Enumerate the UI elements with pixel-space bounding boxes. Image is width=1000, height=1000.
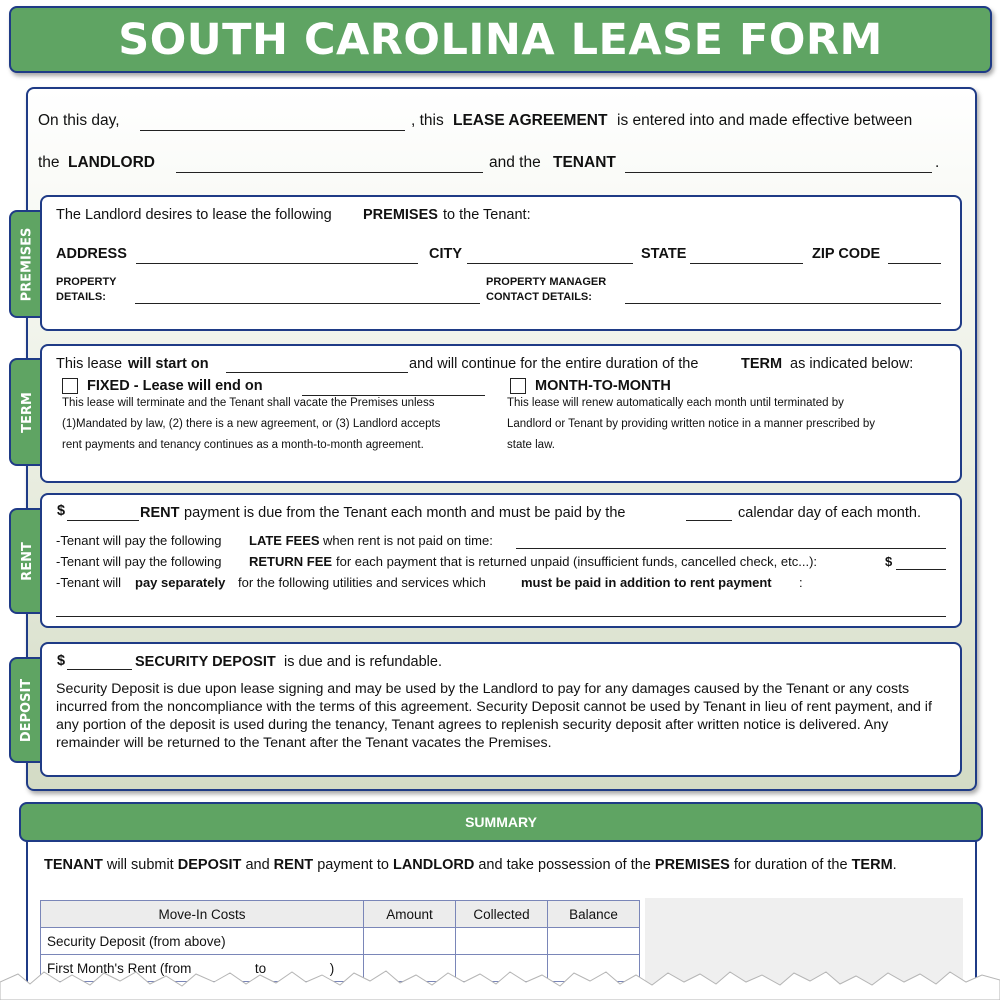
cell-collected[interactable] [456, 928, 548, 955]
fixed-desc-2: (1)Mandated by law, (2) there is a new agreement, or (3) Landlord accepts [62, 418, 441, 430]
title-banner [9, 6, 992, 73]
rent-payment-due: payment is due from the Tenant each month and must be paid by the [184, 505, 626, 521]
utilities-pre: -Tenant will [56, 575, 122, 590]
zip-label: ZIP CODE [812, 246, 881, 262]
intro-landlord: LANDLORD [68, 154, 155, 171]
col-amount: Amount [364, 901, 456, 928]
manager-label-line2: CONTACT DETAILS: [486, 291, 592, 303]
tab-premises [9, 210, 43, 318]
summary-rent: RENT [273, 857, 314, 873]
utilities-field[interactable] [56, 616, 946, 617]
city-label: CITY [429, 246, 463, 262]
tab-deposit [9, 657, 43, 763]
return-fee-post: for each payment that is returned unpaid (insufficient funds, cancelled check, etc...): [336, 554, 818, 569]
term-word: TERM [741, 356, 783, 372]
col-collected: Collected [456, 901, 548, 928]
property-label-line2: DETAILS: [56, 291, 106, 303]
utilities-mid: for the following utilities and services which [238, 575, 486, 590]
month-to-month-checkbox[interactable] [510, 378, 526, 394]
summary-landlord: LANDLORD [392, 857, 475, 873]
return-fee-field[interactable] [896, 569, 946, 570]
date-field[interactable] [140, 130, 405, 131]
cell-balance[interactable] [548, 928, 640, 955]
rent-word: RENT [140, 505, 180, 521]
end-date-field[interactable] [302, 395, 485, 396]
zip-field[interactable] [888, 263, 941, 264]
rent-amount-field[interactable] [67, 520, 139, 521]
mtm-desc-2: Landlord or Tenant by providing written notice in a manner prescribed by [507, 418, 875, 430]
intro-lease-agreement: LEASE AGREEMENT [453, 112, 608, 129]
intro-the: the [38, 154, 60, 171]
manager-contact-field[interactable] [625, 303, 941, 304]
tab-term [9, 358, 43, 466]
intro-entered: is entered into and made effective between [617, 112, 913, 129]
fixed-checkbox[interactable] [62, 378, 78, 394]
tab-deposit-label: DEPOSIT [19, 678, 35, 742]
tab-term-label: TERM [19, 391, 35, 433]
intro-on-this-day: On this day, [38, 112, 120, 129]
utilities-colon: : [799, 575, 803, 590]
table-row [41, 928, 640, 955]
late-fee-pre: -Tenant will pay the following [56, 533, 222, 548]
term-continue: and will continue for the entire duration of the [409, 356, 699, 372]
address-label: ADDRESS [56, 246, 127, 262]
tab-rent [9, 508, 43, 614]
intro-and-the: and the [489, 154, 541, 171]
summary-header-label: SUMMARY [465, 814, 537, 830]
term-as-indicated: as indicated below: [790, 356, 914, 372]
fixed-desc-1: This lease will terminate and the Tenant shall vacate the Premises unless [62, 397, 435, 409]
first-month-to: to [254, 960, 267, 976]
return-fee-word: RETURN FEE [249, 554, 333, 569]
must-be-paid: must be paid in addition to rent payment [521, 575, 772, 590]
summary-take-possession: and take possession of the [478, 857, 651, 873]
summary-deposit: DEPOSIT [177, 857, 242, 873]
summary-period: . [892, 857, 897, 873]
late-fees-word: LATE FEES [249, 533, 320, 548]
mtm-desc-1: This lease will renew automatically each month until terminated by [507, 397, 844, 409]
intro-this: , this [411, 112, 444, 129]
intro-tenant: TENANT [553, 154, 616, 171]
torn-edge [0, 960, 1000, 1000]
premises-word: PREMISES [363, 207, 438, 223]
premises-to-tenant: to the Tenant: [443, 207, 531, 223]
late-fee-post: when rent is not paid on time: [323, 533, 493, 548]
table-header-row [41, 901, 640, 928]
col-move-in-costs: Move-In Costs [41, 901, 364, 928]
summary-sentence [44, 857, 897, 873]
tab-rent-label: RENT [19, 541, 35, 581]
tenant-field[interactable] [625, 172, 932, 173]
first-month-label: First Month's Rent (from [47, 960, 192, 976]
manager-label-line1: PROPERTY MANAGER [486, 276, 607, 288]
deposit-due: is due and is refundable. [284, 654, 442, 670]
rent-day-field[interactable] [686, 520, 732, 521]
property-label-line1: PROPERTY [56, 276, 117, 288]
city-field[interactable] [467, 263, 633, 264]
page-title: SOUTH CAROLINA LEASE FORM [118, 14, 883, 65]
summary-header [19, 802, 983, 842]
first-month-close: ) [329, 960, 335, 976]
col-balance: Balance [548, 901, 640, 928]
summary-payment-to: payment to [317, 857, 389, 873]
summary-for-duration: for duration of the [733, 857, 848, 873]
deposit-dollar: $ [57, 653, 66, 669]
row-security-deposit: Security Deposit (from above) [41, 928, 364, 955]
month-to-month-label: MONTH-TO-MONTH [535, 378, 671, 394]
pay-separately: pay separately [135, 575, 226, 590]
rent-calendar: calendar day of each month. [738, 505, 921, 521]
late-fee-field[interactable] [516, 548, 946, 549]
property-details-field[interactable] [135, 303, 480, 304]
security-deposit-word: SECURITY DEPOSIT [135, 654, 276, 670]
term-will-start: will start on [128, 356, 209, 372]
summary-will-submit: will submit [106, 857, 174, 873]
summary-premises: PREMISES [654, 857, 730, 873]
fixed-desc-3: rent payments and tenancy continues as a month-to-month agreement. [62, 439, 424, 451]
rent-dollar: $ [57, 503, 66, 519]
property-details-label [56, 275, 117, 305]
start-date-field[interactable] [226, 372, 408, 373]
state-label: STATE [641, 246, 687, 262]
return-fee-dollar: $ [885, 554, 893, 569]
summary-tenant: TENANT [44, 857, 103, 873]
intro-period: . [935, 154, 940, 171]
manager-label [486, 275, 606, 305]
deposit-amount-field[interactable] [67, 669, 132, 670]
mtm-desc-3: state law. [507, 439, 555, 451]
landlord-field[interactable] [176, 172, 483, 173]
return-fee-pre: -Tenant will pay the following [56, 554, 222, 569]
deposit-paragraph: Security Deposit is due upon lease signing and may be used by the Landlord to pay for any damages caused by the Tenant or any costs incurred from the noncompliance with the terms of this agreement. Security Deposit cannot be used by Tenant in lieu of rent payment, and if any portion of the deposit is used during the tenancy, Tenant agrees to replenish security deposit after written notice is delivered. Any remainder will be returned to the Tenant after the Tenant vacates the Premises. [56, 681, 932, 751]
state-field[interactable] [690, 263, 803, 264]
fixed-label: FIXED - Lease will end on [87, 378, 263, 394]
cell-amount[interactable] [364, 928, 456, 955]
premises-desires: The Landlord desires to lease the following [56, 207, 332, 223]
address-field[interactable] [136, 263, 418, 264]
tab-premises-label: PREMISES [19, 227, 35, 301]
summary-term: TERM [851, 857, 893, 873]
summary-and: and [245, 857, 270, 873]
term-this-lease: This lease [56, 356, 123, 372]
